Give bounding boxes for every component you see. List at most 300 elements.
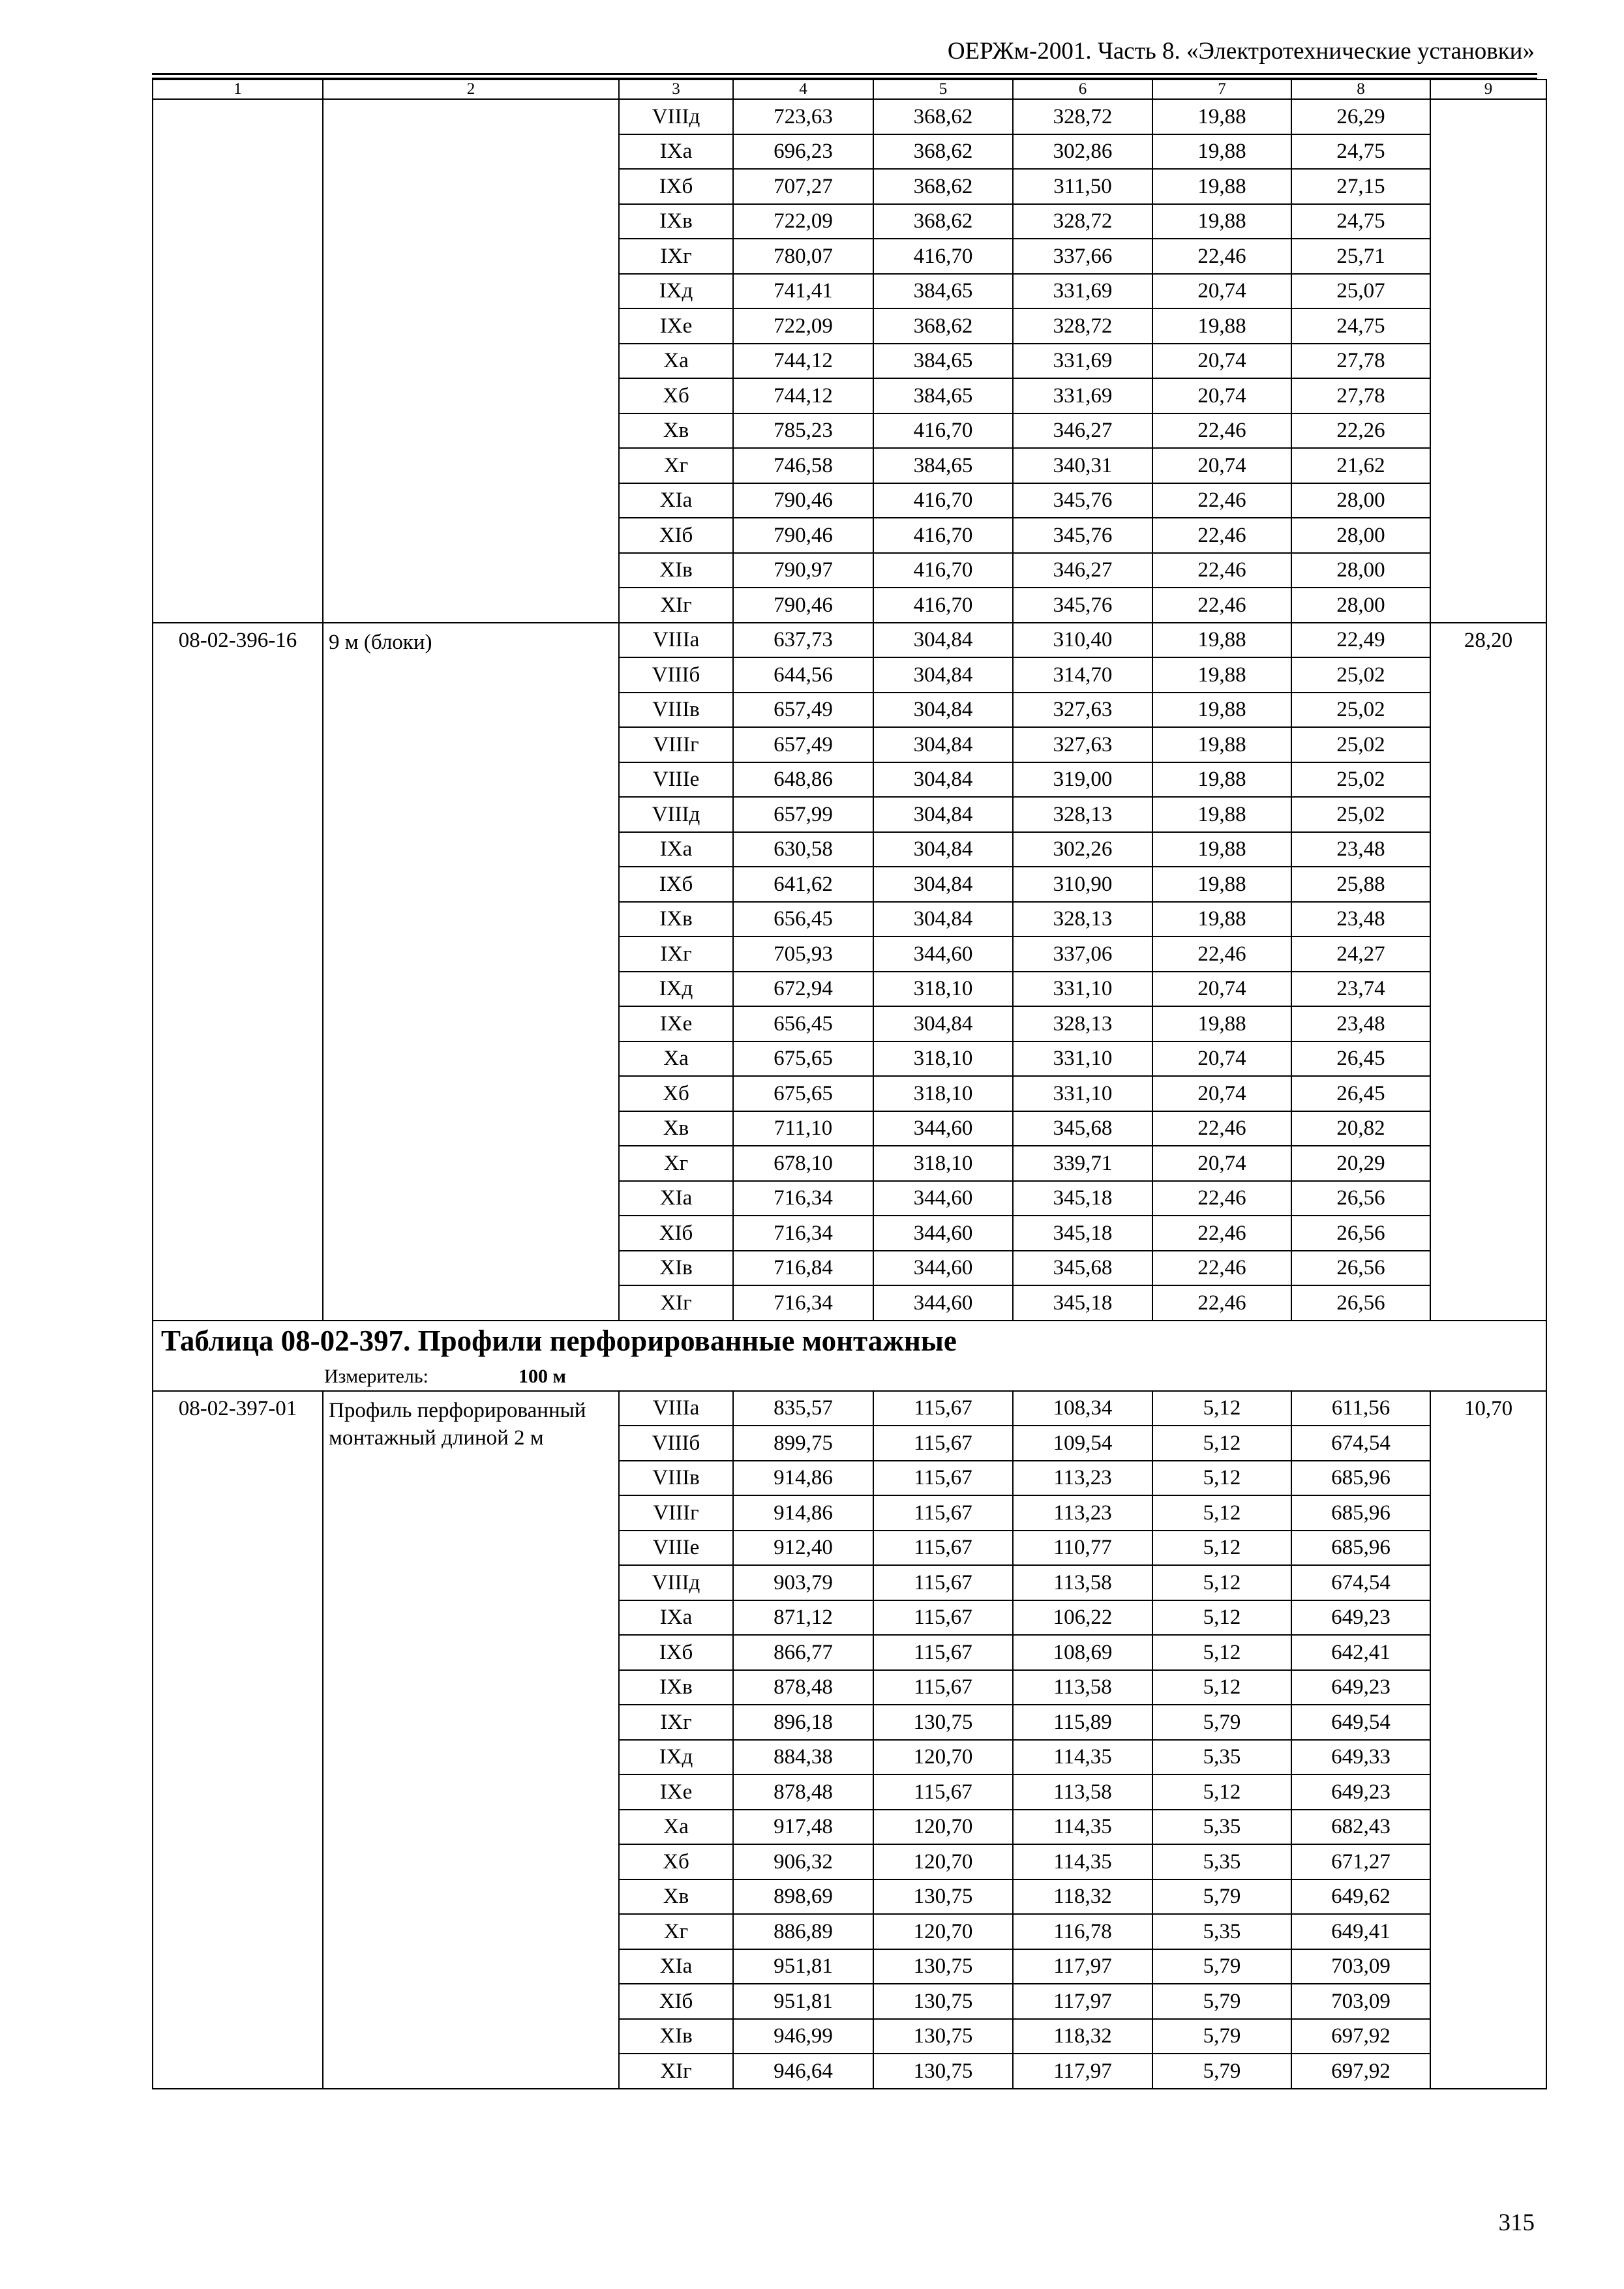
region-code: IXд <box>619 274 733 309</box>
operator-wage: 5,35 <box>1152 1844 1291 1879</box>
total-cost: 716,34 <box>733 1181 873 1216</box>
machine-cost: 114,35 <box>1013 1740 1152 1775</box>
machine-cost: 339,71 <box>1013 1146 1152 1181</box>
total-cost: 675,65 <box>733 1076 873 1111</box>
region-code: VIIIд <box>619 99 733 134</box>
total-cost: 716,84 <box>733 1251 873 1286</box>
material-cost: 27,78 <box>1291 378 1430 413</box>
material-cost: 25,07 <box>1291 274 1430 309</box>
material-cost: 685,96 <box>1291 1461 1430 1496</box>
labor-cost: 304,84 <box>873 693 1013 728</box>
machine-cost: 117,97 <box>1013 1984 1152 2019</box>
table-row <box>153 99 1546 134</box>
material-cost: 25,02 <box>1291 797 1430 832</box>
operator-wage: 19,88 <box>1152 99 1291 134</box>
region-code: VIIIд <box>619 797 733 832</box>
material-cost: 26,56 <box>1291 1285 1430 1321</box>
region-code: VIIIг <box>619 727 733 762</box>
material-cost: 671,27 <box>1291 1844 1430 1879</box>
material-cost: 24,27 <box>1291 936 1430 972</box>
labor-cost: 416,70 <box>873 588 1013 623</box>
measure-label: Измеритель: <box>324 1365 429 1387</box>
material-cost: 24,75 <box>1291 134 1430 170</box>
total-cost: 878,48 <box>733 1774 873 1810</box>
region-code: Xб <box>619 378 733 413</box>
total-cost: 723,63 <box>733 99 873 134</box>
labor-cost: 368,62 <box>873 308 1013 344</box>
operator-wage: 20,74 <box>1152 1076 1291 1111</box>
total-cost: 707,27 <box>733 169 873 204</box>
material-cost: 24,75 <box>1291 308 1430 344</box>
total-cost: 866,77 <box>733 1635 873 1670</box>
machine-cost: 345,76 <box>1013 483 1152 518</box>
labor-cost: 344,60 <box>873 1251 1013 1286</box>
labor-cost: 115,67 <box>873 1774 1013 1810</box>
material-cost: 697,92 <box>1291 2019 1430 2054</box>
labor-cost: 115,67 <box>873 1635 1013 1670</box>
section-title-row <box>153 1321 1546 1360</box>
labor-cost: 304,84 <box>873 1006 1013 1041</box>
machine-cost: 337,06 <box>1013 936 1152 972</box>
labor-cost: 304,84 <box>873 762 1013 798</box>
rate-description: Профиль перфорированный монтажный длиной 2 м <box>323 1391 619 2089</box>
region-code: IXе <box>619 308 733 344</box>
labor-cost: 130,75 <box>873 2054 1013 2089</box>
material-cost: 28,00 <box>1291 588 1430 623</box>
labor-cost: 318,10 <box>873 1076 1013 1111</box>
labor-cost: 304,84 <box>873 623 1013 658</box>
labor-cost: 115,67 <box>873 1600 1013 1636</box>
region-code: Xб <box>619 1844 733 1879</box>
total-cost: 716,34 <box>733 1285 873 1321</box>
operator-wage: 22,46 <box>1152 588 1291 623</box>
region-code: Xа <box>619 1810 733 1845</box>
material-cost: 649,54 <box>1291 1705 1430 1740</box>
operator-wage: 5,79 <box>1152 1705 1291 1740</box>
material-cost: 28,00 <box>1291 483 1430 518</box>
material-cost: 649,23 <box>1291 1600 1430 1636</box>
rate-code: 08-02-397-01 <box>153 1391 323 2089</box>
region-code: XIв <box>619 1251 733 1286</box>
labor-cost: 304,84 <box>873 727 1013 762</box>
operator-wage: 22,46 <box>1152 1251 1291 1286</box>
machine-cost: 327,63 <box>1013 693 1152 728</box>
column-9-value: 28,20 <box>1430 623 1546 1321</box>
material-cost: 25,71 <box>1291 239 1430 274</box>
operator-wage: 5,12 <box>1152 1600 1291 1636</box>
operator-wage: 5,12 <box>1152 1391 1291 1426</box>
machine-cost: 345,18 <box>1013 1181 1152 1216</box>
total-cost: 630,58 <box>733 832 873 867</box>
region-code: VIIIе <box>619 762 733 798</box>
total-cost: 657,99 <box>733 797 873 832</box>
material-cost: 22,26 <box>1291 413 1430 449</box>
table-row <box>153 1391 1546 1426</box>
operator-wage: 5,12 <box>1152 1565 1291 1600</box>
operator-wage: 5,12 <box>1152 1461 1291 1496</box>
machine-cost: 327,63 <box>1013 727 1152 762</box>
rate-code: 08-02-396-16 <box>153 623 323 1321</box>
column-number: 9 <box>1430 80 1546 99</box>
region-code: Xа <box>619 344 733 379</box>
total-cost: 871,12 <box>733 1600 873 1636</box>
material-cost: 25,88 <box>1291 867 1430 902</box>
labor-cost: 115,67 <box>873 1565 1013 1600</box>
total-cost: 705,93 <box>733 936 873 972</box>
operator-wage: 22,46 <box>1152 239 1291 274</box>
material-cost: 26,45 <box>1291 1041 1430 1077</box>
region-code: VIIIе <box>619 1531 733 1566</box>
operator-wage: 22,46 <box>1152 1216 1291 1251</box>
machine-cost: 113,58 <box>1013 1670 1152 1705</box>
material-cost: 703,09 <box>1291 1984 1430 2019</box>
machine-cost: 118,32 <box>1013 2019 1152 2054</box>
total-cost: 637,73 <box>733 623 873 658</box>
machine-cost: 113,23 <box>1013 1495 1152 1531</box>
operator-wage: 20,74 <box>1152 448 1291 483</box>
machine-cost: 345,18 <box>1013 1285 1152 1321</box>
material-cost: 26,56 <box>1291 1216 1430 1251</box>
material-cost: 28,00 <box>1291 553 1430 588</box>
operator-wage: 5,35 <box>1152 1914 1291 1949</box>
region-code: IXд <box>619 1740 733 1775</box>
total-cost: 648,86 <box>733 762 873 798</box>
total-cost: 790,46 <box>733 518 873 553</box>
region-code: XIб <box>619 518 733 553</box>
labor-cost: 344,60 <box>873 1285 1013 1321</box>
machine-cost: 114,35 <box>1013 1844 1152 1879</box>
labor-cost: 130,75 <box>873 1984 1013 2019</box>
machine-cost: 345,76 <box>1013 588 1152 623</box>
material-cost: 24,75 <box>1291 204 1430 239</box>
operator-wage: 22,46 <box>1152 518 1291 553</box>
labor-cost: 304,84 <box>873 902 1013 937</box>
labor-cost: 115,67 <box>873 1495 1013 1531</box>
machine-cost: 331,10 <box>1013 1041 1152 1077</box>
machine-cost: 311,50 <box>1013 169 1152 204</box>
machine-cost: 117,97 <box>1013 1949 1152 1984</box>
labor-cost: 130,75 <box>873 1705 1013 1740</box>
region-code: IXб <box>619 169 733 204</box>
column-number: 2 <box>323 80 619 99</box>
material-cost: 23,74 <box>1291 972 1430 1007</box>
material-cost: 25,02 <box>1291 727 1430 762</box>
total-cost: 896,18 <box>733 1705 873 1740</box>
material-cost: 685,96 <box>1291 1495 1430 1531</box>
region-code: XIа <box>619 483 733 518</box>
total-cost: 790,46 <box>733 483 873 518</box>
machine-cost: 106,22 <box>1013 1600 1152 1636</box>
operator-wage: 5,12 <box>1152 1426 1291 1461</box>
total-cost: 780,07 <box>733 239 873 274</box>
labor-cost: 304,84 <box>873 867 1013 902</box>
labor-cost: 384,65 <box>873 274 1013 309</box>
machine-cost: 310,90 <box>1013 867 1152 902</box>
operator-wage: 20,74 <box>1152 1146 1291 1181</box>
total-cost: 790,46 <box>733 588 873 623</box>
rate-description <box>323 99 619 623</box>
operator-wage: 19,88 <box>1152 204 1291 239</box>
total-cost: 641,62 <box>733 867 873 902</box>
total-cost: 835,57 <box>733 1391 873 1426</box>
machine-cost: 346,27 <box>1013 553 1152 588</box>
labor-cost: 130,75 <box>873 2019 1013 2054</box>
material-cost: 22,49 <box>1291 623 1430 658</box>
total-cost: 886,89 <box>733 1914 873 1949</box>
material-cost: 682,43 <box>1291 1810 1430 1845</box>
region-code: VIIIб <box>619 1426 733 1461</box>
total-cost: 746,58 <box>733 448 873 483</box>
region-code: Xв <box>619 1879 733 1915</box>
operator-wage: 22,46 <box>1152 1181 1291 1216</box>
operator-wage: 5,79 <box>1152 2054 1291 2089</box>
machine-cost: 113,58 <box>1013 1774 1152 1810</box>
region-code: VIIIв <box>619 1461 733 1496</box>
operator-wage: 5,79 <box>1152 1879 1291 1915</box>
machine-cost: 113,23 <box>1013 1461 1152 1496</box>
rate-description: 9 м (блоки) <box>323 623 619 1321</box>
labor-cost: 368,62 <box>873 134 1013 170</box>
material-cost: 25,02 <box>1291 657 1430 693</box>
material-cost: 23,48 <box>1291 832 1430 867</box>
total-cost: 741,41 <box>733 274 873 309</box>
labor-cost: 115,67 <box>873 1670 1013 1705</box>
labor-cost: 115,67 <box>873 1461 1013 1496</box>
labor-cost: 384,65 <box>873 344 1013 379</box>
total-cost: 722,09 <box>733 204 873 239</box>
material-cost: 25,02 <box>1291 762 1430 798</box>
material-cost: 642,41 <box>1291 1635 1430 1670</box>
labor-cost: 416,70 <box>873 239 1013 274</box>
total-cost: 903,79 <box>733 1565 873 1600</box>
operator-wage: 19,88 <box>1152 693 1291 728</box>
material-cost: 685,96 <box>1291 1531 1430 1566</box>
total-cost: 951,81 <box>733 1984 873 2019</box>
operator-wage: 19,88 <box>1152 832 1291 867</box>
total-cost: 917,48 <box>733 1810 873 1845</box>
machine-cost: 302,26 <box>1013 832 1152 867</box>
total-cost: 790,97 <box>733 553 873 588</box>
total-cost: 722,09 <box>733 308 873 344</box>
labor-cost: 318,10 <box>873 1041 1013 1077</box>
region-code: XIг <box>619 2054 733 2089</box>
labor-cost: 384,65 <box>873 448 1013 483</box>
page-number: 315 <box>1498 2209 1535 2236</box>
measure-cell <box>153 1360 1546 1391</box>
operator-wage: 5,12 <box>1152 1495 1291 1531</box>
operator-wage: 22,46 <box>1152 553 1291 588</box>
operator-wage: 19,88 <box>1152 169 1291 204</box>
material-cost: 649,62 <box>1291 1879 1430 1915</box>
operator-wage: 20,74 <box>1152 344 1291 379</box>
region-code: XIа <box>619 1181 733 1216</box>
machine-cost: 345,68 <box>1013 1251 1152 1286</box>
operator-wage: 20,74 <box>1152 378 1291 413</box>
measure-row <box>153 1360 1546 1391</box>
region-code: VIIIа <box>619 1391 733 1426</box>
material-cost: 28,00 <box>1291 518 1430 553</box>
machine-cost: 328,13 <box>1013 1006 1152 1041</box>
total-cost: 899,75 <box>733 1426 873 1461</box>
machine-cost: 340,31 <box>1013 448 1152 483</box>
region-code: VIIIб <box>619 657 733 693</box>
machine-cost: 328,13 <box>1013 797 1152 832</box>
material-cost: 611,56 <box>1291 1391 1430 1426</box>
machine-cost: 118,32 <box>1013 1879 1152 1915</box>
operator-wage: 19,88 <box>1152 762 1291 798</box>
labor-cost: 120,70 <box>873 1740 1013 1775</box>
operator-wage: 22,46 <box>1152 936 1291 972</box>
operator-wage: 22,46 <box>1152 413 1291 449</box>
region-code: Xв <box>619 1111 733 1146</box>
machine-cost: 345,68 <box>1013 1111 1152 1146</box>
labor-cost: 318,10 <box>873 1146 1013 1181</box>
total-cost: 716,34 <box>733 1216 873 1251</box>
operator-wage: 22,46 <box>1152 1111 1291 1146</box>
labor-cost: 416,70 <box>873 553 1013 588</box>
labor-cost: 120,70 <box>873 1914 1013 1949</box>
column-number: 6 <box>1013 80 1152 99</box>
machine-cost: 314,70 <box>1013 657 1152 693</box>
material-cost: 27,78 <box>1291 344 1430 379</box>
region-code: Xб <box>619 1076 733 1111</box>
operator-wage: 5,79 <box>1152 2019 1291 2054</box>
region-code: IXг <box>619 936 733 972</box>
section-title: Таблица 08-02-397. Профили перфорированные монтажные <box>161 1324 957 1357</box>
total-cost: 946,64 <box>733 2054 873 2089</box>
operator-wage: 19,88 <box>1152 902 1291 937</box>
total-cost: 906,32 <box>733 1844 873 1879</box>
material-cost: 674,54 <box>1291 1565 1430 1600</box>
rate-code <box>153 99 323 623</box>
total-cost: 946,99 <box>733 2019 873 2054</box>
operator-wage: 19,88 <box>1152 308 1291 344</box>
labor-cost: 368,62 <box>873 169 1013 204</box>
total-cost: 644,56 <box>733 657 873 693</box>
labor-cost: 344,60 <box>873 1216 1013 1251</box>
operator-wage: 19,88 <box>1152 657 1291 693</box>
machine-cost: 117,97 <box>1013 2054 1152 2089</box>
total-cost: 672,94 <box>733 972 873 1007</box>
machine-cost: 337,66 <box>1013 239 1152 274</box>
machine-cost: 331,69 <box>1013 344 1152 379</box>
labor-cost: 344,60 <box>873 1111 1013 1146</box>
column-number: 4 <box>733 80 873 99</box>
labor-cost: 368,62 <box>873 204 1013 239</box>
operator-wage: 20,74 <box>1152 274 1291 309</box>
machine-cost: 328,72 <box>1013 204 1152 239</box>
region-code: XIб <box>619 1984 733 2019</box>
machine-cost: 345,18 <box>1013 1216 1152 1251</box>
region-code: IXв <box>619 204 733 239</box>
header-rule <box>152 73 1537 75</box>
total-cost: 878,48 <box>733 1670 873 1705</box>
machine-cost: 331,69 <box>1013 274 1152 309</box>
machine-cost: 113,58 <box>1013 1565 1152 1600</box>
region-code: IXе <box>619 1774 733 1810</box>
machine-cost: 116,78 <box>1013 1914 1152 1949</box>
material-cost: 21,62 <box>1291 448 1430 483</box>
total-cost: 951,81 <box>733 1949 873 1984</box>
region-code: VIIIд <box>619 1565 733 1600</box>
region-code: XIг <box>619 1285 733 1321</box>
column-9-value <box>1430 99 1546 623</box>
operator-wage: 5,12 <box>1152 1531 1291 1566</box>
column-number: 3 <box>619 80 733 99</box>
region-code: IXб <box>619 867 733 902</box>
machine-cost: 319,00 <box>1013 762 1152 798</box>
labor-cost: 318,10 <box>873 972 1013 1007</box>
total-cost: 656,45 <box>733 1006 873 1041</box>
machine-cost: 110,77 <box>1013 1531 1152 1566</box>
region-code: IXг <box>619 1705 733 1740</box>
section-title-cell <box>153 1321 1546 1360</box>
region-code: IXа <box>619 832 733 867</box>
machine-cost: 302,86 <box>1013 134 1152 170</box>
operator-wage: 20,74 <box>1152 972 1291 1007</box>
region-code: VIIIа <box>619 623 733 658</box>
machine-cost: 108,34 <box>1013 1391 1152 1426</box>
labor-cost: 384,65 <box>873 378 1013 413</box>
region-code: XIв <box>619 553 733 588</box>
labor-cost: 416,70 <box>873 413 1013 449</box>
region-code: Xг <box>619 448 733 483</box>
labor-cost: 416,70 <box>873 483 1013 518</box>
operator-wage: 19,88 <box>1152 1006 1291 1041</box>
machine-cost: 328,72 <box>1013 308 1152 344</box>
measure-value: 100 м <box>519 1365 566 1387</box>
operator-wage: 19,88 <box>1152 867 1291 902</box>
material-cost: 26,29 <box>1291 99 1430 134</box>
machine-cost: 328,72 <box>1013 99 1152 134</box>
total-cost: 898,69 <box>733 1879 873 1915</box>
column-number-row <box>153 80 1546 99</box>
material-cost: 23,48 <box>1291 1006 1430 1041</box>
operator-wage: 5,35 <box>1152 1740 1291 1775</box>
total-cost: 914,86 <box>733 1495 873 1531</box>
labor-cost: 115,67 <box>873 1426 1013 1461</box>
region-code: Xг <box>619 1146 733 1181</box>
material-cost: 649,23 <box>1291 1670 1430 1705</box>
total-cost: 696,23 <box>733 134 873 170</box>
machine-cost: 331,10 <box>1013 972 1152 1007</box>
labor-cost: 130,75 <box>873 1949 1013 1984</box>
machine-cost: 331,10 <box>1013 1076 1152 1111</box>
machine-cost: 115,89 <box>1013 1705 1152 1740</box>
material-cost: 697,92 <box>1291 2054 1430 2089</box>
material-cost: 26,45 <box>1291 1076 1430 1111</box>
material-cost: 674,54 <box>1291 1426 1430 1461</box>
machine-cost: 331,69 <box>1013 378 1152 413</box>
region-code: IXв <box>619 1670 733 1705</box>
material-cost: 27,15 <box>1291 169 1430 204</box>
labor-cost: 120,70 <box>873 1844 1013 1879</box>
region-code: IXг <box>619 239 733 274</box>
region-code: IXд <box>619 972 733 1007</box>
region-code: Xв <box>619 413 733 449</box>
machine-cost: 346,27 <box>1013 413 1152 449</box>
labor-cost: 115,67 <box>873 1531 1013 1566</box>
region-code: Xг <box>619 1914 733 1949</box>
operator-wage: 5,12 <box>1152 1774 1291 1810</box>
total-cost: 912,40 <box>733 1531 873 1566</box>
operator-wage: 19,88 <box>1152 134 1291 170</box>
labor-cost: 120,70 <box>873 1810 1013 1845</box>
column-number: 8 <box>1291 80 1430 99</box>
operator-wage: 5,12 <box>1152 1670 1291 1705</box>
material-cost: 25,02 <box>1291 693 1430 728</box>
machine-cost: 109,54 <box>1013 1426 1152 1461</box>
